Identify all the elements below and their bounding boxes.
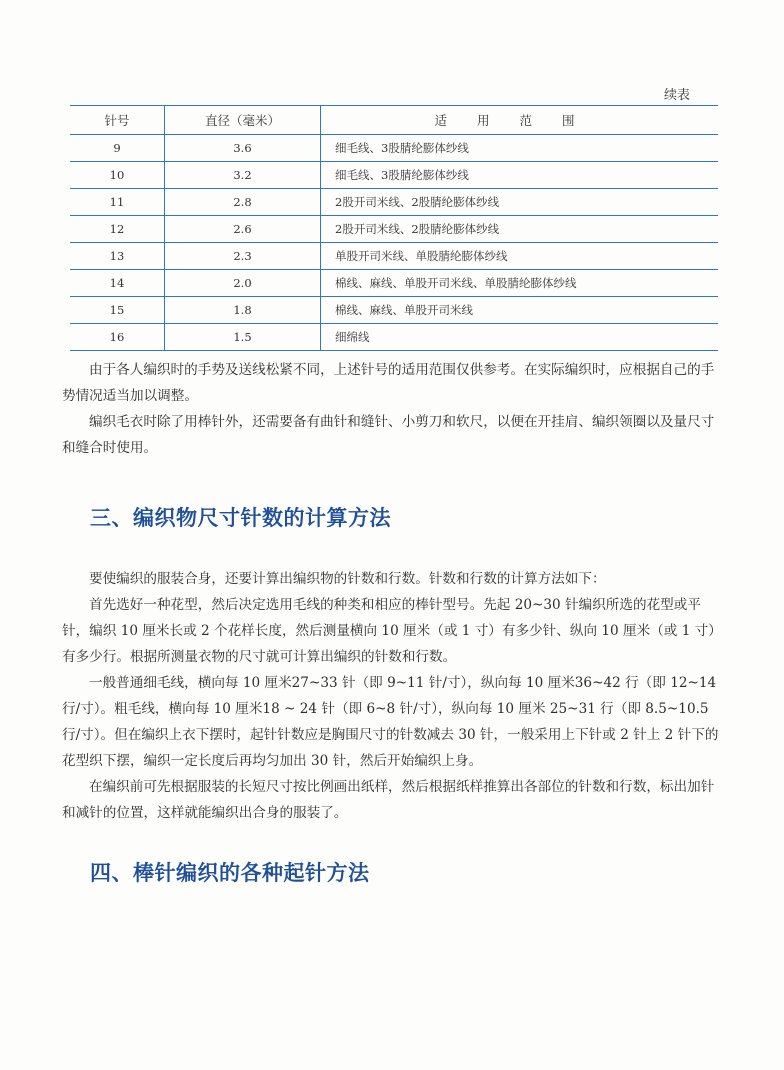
table-row (70, 216, 718, 243)
usage-cell: 棉线、麻线、单股开司米线、单股腈纶膨体纱线 (321, 270, 719, 297)
section-3-paragraph-1: 要使编织的服装合身，还要计算出编织物的针数和行数。针数和行数的计算方法如下： (89, 571, 606, 587)
section-3-paragraph-2: 首先选好一种花型，然后决定选用毛线的种类和相应的棒针型号。先起 20~30 针编织所选的花型或平针，编织 10 厘米长或 2 个花样长度，然后测量横向 10 厘米（或 1 寸）有多少针、纵向 10 厘米（或 1 寸）有多少行。根据所测量衣物的尺寸就可计算出编织的针数和行数。 (62, 597, 722, 665)
section-3-heading: 三、编织物尺寸针数的计算方法 (90, 506, 391, 530)
table-header-row (70, 106, 718, 135)
note-paragraph-2: 编织毛衣时除了用棒针外，还需要备有曲针和缝针、小剪刀和软尺，以便在开挂肩、编织领圈以及量尺寸和缝合时使用。 (62, 414, 715, 456)
note-block (62, 357, 722, 461)
header-needle-no: 针号 (70, 106, 165, 135)
needle-no-cell: 13 (70, 243, 165, 270)
usage-cell: 棉线、麻线、单股开司米线 (321, 297, 719, 324)
diameter-cell: 2.0 (165, 270, 321, 297)
needle-no-cell: 10 (70, 162, 165, 189)
needle-no-cell: 16 (70, 324, 165, 351)
needle-size-table (70, 105, 718, 351)
section-3-paragraph-4: 在编织前可先根据服装的长短尺寸按比例画出纸样，然后根据纸样推算出各部位的针数和行数，标出加针和减针的位置，这样就能编织出合身的服装了。 (62, 779, 715, 821)
header-diameter: 直径（毫米） (165, 106, 321, 135)
diameter-cell: 3.2 (165, 162, 321, 189)
needle-no-cell: 11 (70, 189, 165, 216)
diameter-cell: 2.8 (165, 189, 321, 216)
section-4-heading: 四、棒针编织的各种起针方法 (90, 861, 370, 885)
table-row (70, 324, 718, 351)
header-usage: 适用范围 (321, 106, 719, 135)
table-row (70, 270, 718, 297)
section-3-paragraph-3: 一般普通细毛线，横向每 10 厘米27~33 针（即 9~11 针/寸），纵向每 10 厘米36~42 行（即 12~14 行/寸）。粗毛线，横向每 10 厘米18 ~ 24 针（即 6~8 针/寸），纵向每 10 厘米 25~31 行（即 8.5~10.5 行/寸）。但在编织上衣下摆时，起针针数应是胸围尺寸的针数减去 30 针，一般采用上下针或 2 针上 2 针下的花型织下摆，编织一定长度后再均匀加出 30 针，然后开始编织上身。 (62, 675, 719, 769)
usage-cell: 细毛线、3股腈纶膨体纱线 (321, 135, 719, 162)
diameter-cell: 3.6 (165, 135, 321, 162)
needle-no-cell: 14 (70, 270, 165, 297)
table-row (70, 135, 718, 162)
table-row (70, 297, 718, 324)
usage-cell: 单股开司米线、单股腈纶膨体纱线 (321, 243, 719, 270)
table-row (70, 162, 718, 189)
table-row (70, 243, 718, 270)
note-paragraph-1: 由于各人编织时的手势及送线松紧不同，上述针号的适用范围仅供参考。在实际编织时，应根据自己的手势情况适当加以调整。 (62, 362, 715, 404)
diameter-cell: 2.6 (165, 216, 321, 243)
usage-cell: 2股开司米线、2股腈纶膨体纱线 (321, 216, 719, 243)
diameter-cell: 1.5 (165, 324, 321, 351)
usage-cell: 细毛线、3股腈纶膨体纱线 (321, 162, 719, 189)
needle-no-cell: 12 (70, 216, 165, 243)
usage-cell: 细绵线 (321, 324, 719, 351)
table-row (70, 189, 718, 216)
diameter-cell: 1.8 (165, 297, 321, 324)
diameter-cell: 2.3 (165, 243, 321, 270)
usage-cell: 2股开司米线、2股腈纶膨体纱线 (321, 189, 719, 216)
needle-no-cell: 15 (70, 297, 165, 324)
needle-no-cell: 9 (70, 135, 165, 162)
continued-label: 续表 (664, 88, 691, 103)
section-3-body (62, 566, 722, 826)
